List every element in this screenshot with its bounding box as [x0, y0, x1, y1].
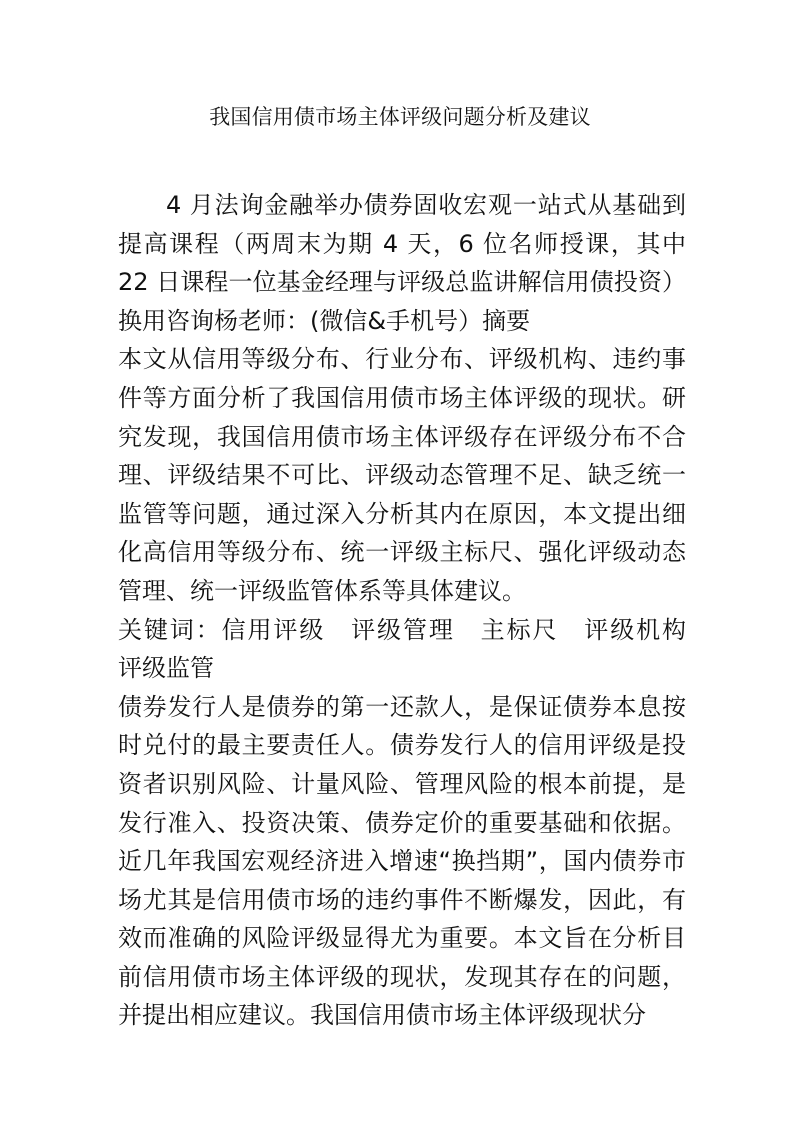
intro-paragraph: 4 月法询金融举办债券固收宏观一站式从基础到提高课程（两周末为期 4 天，6 位名师授课，其中 22 日课程一位基金经理与评级总监讲解信用债投资）换用咨询杨老师：(微信&手机号）摘要 — [118, 191, 686, 335]
abstract-paragraph: 本文从信用等级分布、行业分布、评级机构、违约事件等方面分析了我国信用债市场主体评级的现状。研究发现，我国信用债市场主体评级存在评级分布不合理、评级结果不可比、评级动态管理不足、缺乏统一监管等问题，通过深入分析其内在原因，本文提出细化高信用等级分布、统一评级主标尺、强化评级动态管理、统一评级监管体系等具体建议。 — [118, 345, 686, 605]
keywords-paragraph: 关键词：信用评级 评级管理 主标尺 评级机构 评级监管 — [118, 615, 710, 683]
document-body — [118, 186, 710, 1035]
document-title: 我国信用债市场主体评级问题分析及建议 — [209, 105, 591, 129]
body-paragraph: 债券发行人是债券的第一还款人，是保证债券本息按时兑付的最主要责任人。债券发行人的信用评级是投资者识别风险、计量风险、管理风险的根本前提，是发行准入、投资决策、债券定价的重要基础和依据。近几年我国宏观经济进入增速“换挡期”，国内债券市场尤其是信用债市场的违约事件不断爆发，因此，有效而准确的风险评级显得尤为重要。本文旨在分析目前信用债市场主体评级的现状，发现其存在的问题，并提出相应建议。我国信用债市场主体评级现状分 — [118, 692, 686, 1030]
